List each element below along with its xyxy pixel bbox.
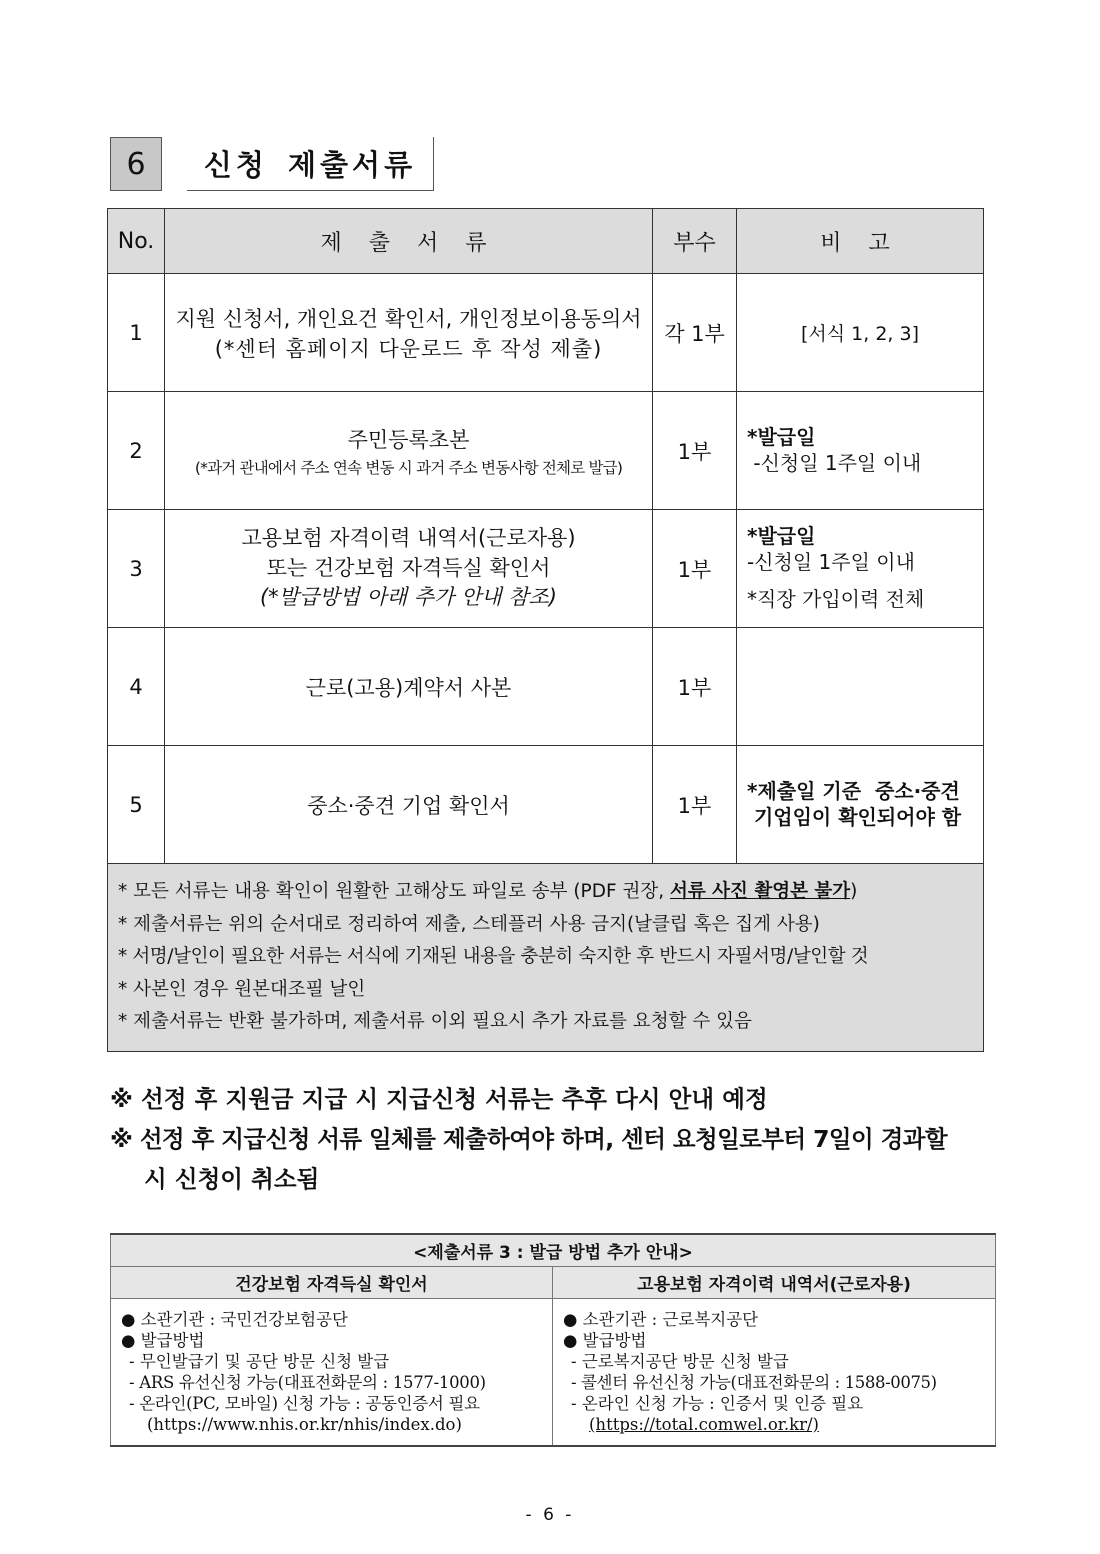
doc-line: 주민등록초본 xyxy=(347,427,470,452)
guide-line: - 콜센터 유선신청 가능(대표전화문의 : 1588-0075) xyxy=(571,1373,937,1392)
row-document: 근로(고용)계약서 사본 xyxy=(165,628,653,746)
guide-line: - 무인발급기 및 공단 방문 신청 발급 xyxy=(129,1352,390,1371)
table-row xyxy=(108,510,984,628)
notes-row xyxy=(108,864,984,1052)
table-row xyxy=(108,392,984,510)
table-header-row xyxy=(108,209,984,274)
issuance-guide-table xyxy=(110,1233,996,1447)
note-item xyxy=(118,876,973,909)
guide-line: ● 소관기관 : 근로복지공단 xyxy=(563,1310,759,1329)
remark-line: *제출일 기준 중소·중견 xyxy=(747,778,960,803)
header-docs: 제 출 서 류 xyxy=(165,209,653,274)
doc-line: 지원 신청서, 개인요건 확인서, 개인정보이용동의서 xyxy=(175,306,642,331)
page-number: - 6 - xyxy=(525,1505,575,1525)
row-document xyxy=(165,274,653,392)
row-document: 중소·중견 기업 확인서 xyxy=(165,746,653,864)
guide-right-body xyxy=(553,1299,996,1447)
remark-line: *발급일 xyxy=(747,424,816,449)
table-row xyxy=(108,274,984,392)
table-row xyxy=(108,628,984,746)
note-item: * 제출서류는 반환 불가하며, 제출서류 이외 필요시 추가 자료를 요청할 수 있음 xyxy=(118,1011,752,1032)
remark-line: 기업임이 확인되어야 함 xyxy=(747,804,962,829)
row-number: 1 xyxy=(108,274,165,392)
row-remark xyxy=(737,628,984,746)
documents-table xyxy=(107,208,984,1052)
row-copies: 1부 xyxy=(653,510,737,628)
doc-line: 또는 건강보험 자격득실 확인서 xyxy=(266,555,551,580)
row-remark: [서식 1, 2, 3] xyxy=(737,274,984,392)
guide-line: - 온라인(PC, 모바일) 신청 가능 : 공동인증서 필요 xyxy=(129,1394,480,1413)
note-item: * 서명/날인이 필요한 서류는 서식에 기재된 내용을 충분히 숙지한 후 반드시 자필서명/날인할 것 xyxy=(118,946,869,967)
row-remark xyxy=(737,392,984,510)
row-remark xyxy=(737,510,984,628)
guide-line: - 온라인 신청 가능 : 인증서 및 인증 필요 xyxy=(571,1394,864,1413)
notice-block xyxy=(110,1079,947,1199)
notice-line: ※ 선정 후 지급신청 서류 일체를 제출하여야 하며, 센터 요청일로부터 7일이 경과할 xyxy=(110,1125,947,1153)
note-item: * 사본인 경우 원본대조필 날인 xyxy=(118,978,366,1000)
row-number: 4 xyxy=(108,628,165,746)
row-number: 5 xyxy=(108,746,165,864)
row-copies: 1부 xyxy=(653,746,737,864)
table-row xyxy=(108,746,984,864)
notes-cell xyxy=(108,864,984,1052)
guide-body-row xyxy=(111,1299,996,1447)
note-text: ) xyxy=(850,881,858,902)
notice-line: ※ 선정 후 지원금 지급 시 지급신청 서류는 추후 다시 안내 예정 xyxy=(110,1085,768,1113)
row-copies: 1부 xyxy=(653,628,737,746)
guide-line: ● 발급방법 xyxy=(563,1331,647,1350)
guide-title: <제출서류 3 : 발급 방법 추가 안내> xyxy=(111,1234,996,1267)
row-copies: 각 1부 xyxy=(653,274,737,392)
header-copies: 부수 xyxy=(653,209,737,274)
guide-title-row xyxy=(111,1234,996,1267)
guide-line: - ARS 유선신청 가능(대표전화문의 : 1577-1000) xyxy=(129,1373,486,1392)
guide-line: - 근로복지공단 방문 신청 발급 xyxy=(571,1352,789,1371)
doc-line: (*센터 홈페이지 다운로드 후 작성 제출) xyxy=(214,336,603,361)
remark-line: -신청일 1주일 이내 xyxy=(747,450,922,475)
remark-line: *발급일 xyxy=(747,524,816,549)
section-number: 6 xyxy=(110,137,162,191)
doc-subnote: (*과거 관내에서 주소 연속 변동 시 과거 주소 변동사항 전체로 발급) xyxy=(194,458,623,477)
note-item: * 제출서류는 위의 순서대로 정리하여 제출, 스테플러 사용 금지(날클립 혹은 집게 사용) xyxy=(118,913,820,935)
doc-line: (*발급방법 아래 추가 안내 참조) xyxy=(259,585,558,610)
guide-left-body xyxy=(111,1299,553,1447)
row-copies: 1부 xyxy=(653,392,737,510)
row-remark xyxy=(737,746,984,864)
guide-line: ● 발급방법 xyxy=(121,1331,205,1350)
row-number: 3 xyxy=(108,510,165,628)
section-title: 신청 제출서류 xyxy=(187,137,434,191)
remark-line: *직장 가입이력 전체 xyxy=(747,587,925,612)
header-no: No. xyxy=(108,209,165,274)
notice-line: 시 신청이 취소됨 xyxy=(144,1165,320,1193)
guide-line: ● 소관기관 : 국민건강보험공단 xyxy=(121,1310,348,1329)
nhis-url: (https://www.nhis.or.kr/nhis/index.do) xyxy=(147,1415,462,1434)
remark-line: -신청일 1주일 이내 xyxy=(747,549,915,574)
guide-right-header: 고용보험 자격이력 내역서(근로자용) xyxy=(553,1267,996,1299)
guide-left-header: 건강보험 자격득실 확인서 xyxy=(111,1267,553,1299)
doc-line: 고용보험 자격이력 내역서(근로자용) xyxy=(241,526,576,551)
note-emphasis: 서류 사진 촬영본 불가 xyxy=(669,881,851,902)
comwel-link[interactable]: (https://total.comwel.or.kr/) xyxy=(589,1415,819,1434)
row-document xyxy=(165,510,653,628)
header-remarks: 비 고 xyxy=(737,209,984,274)
note-text: * 모든 서류는 내용 확인이 원활한 고해상도 파일로 송부 (PDF 권장, xyxy=(118,881,670,902)
row-document xyxy=(165,392,653,510)
guide-header-row xyxy=(111,1267,996,1299)
row-number: 2 xyxy=(108,392,165,510)
